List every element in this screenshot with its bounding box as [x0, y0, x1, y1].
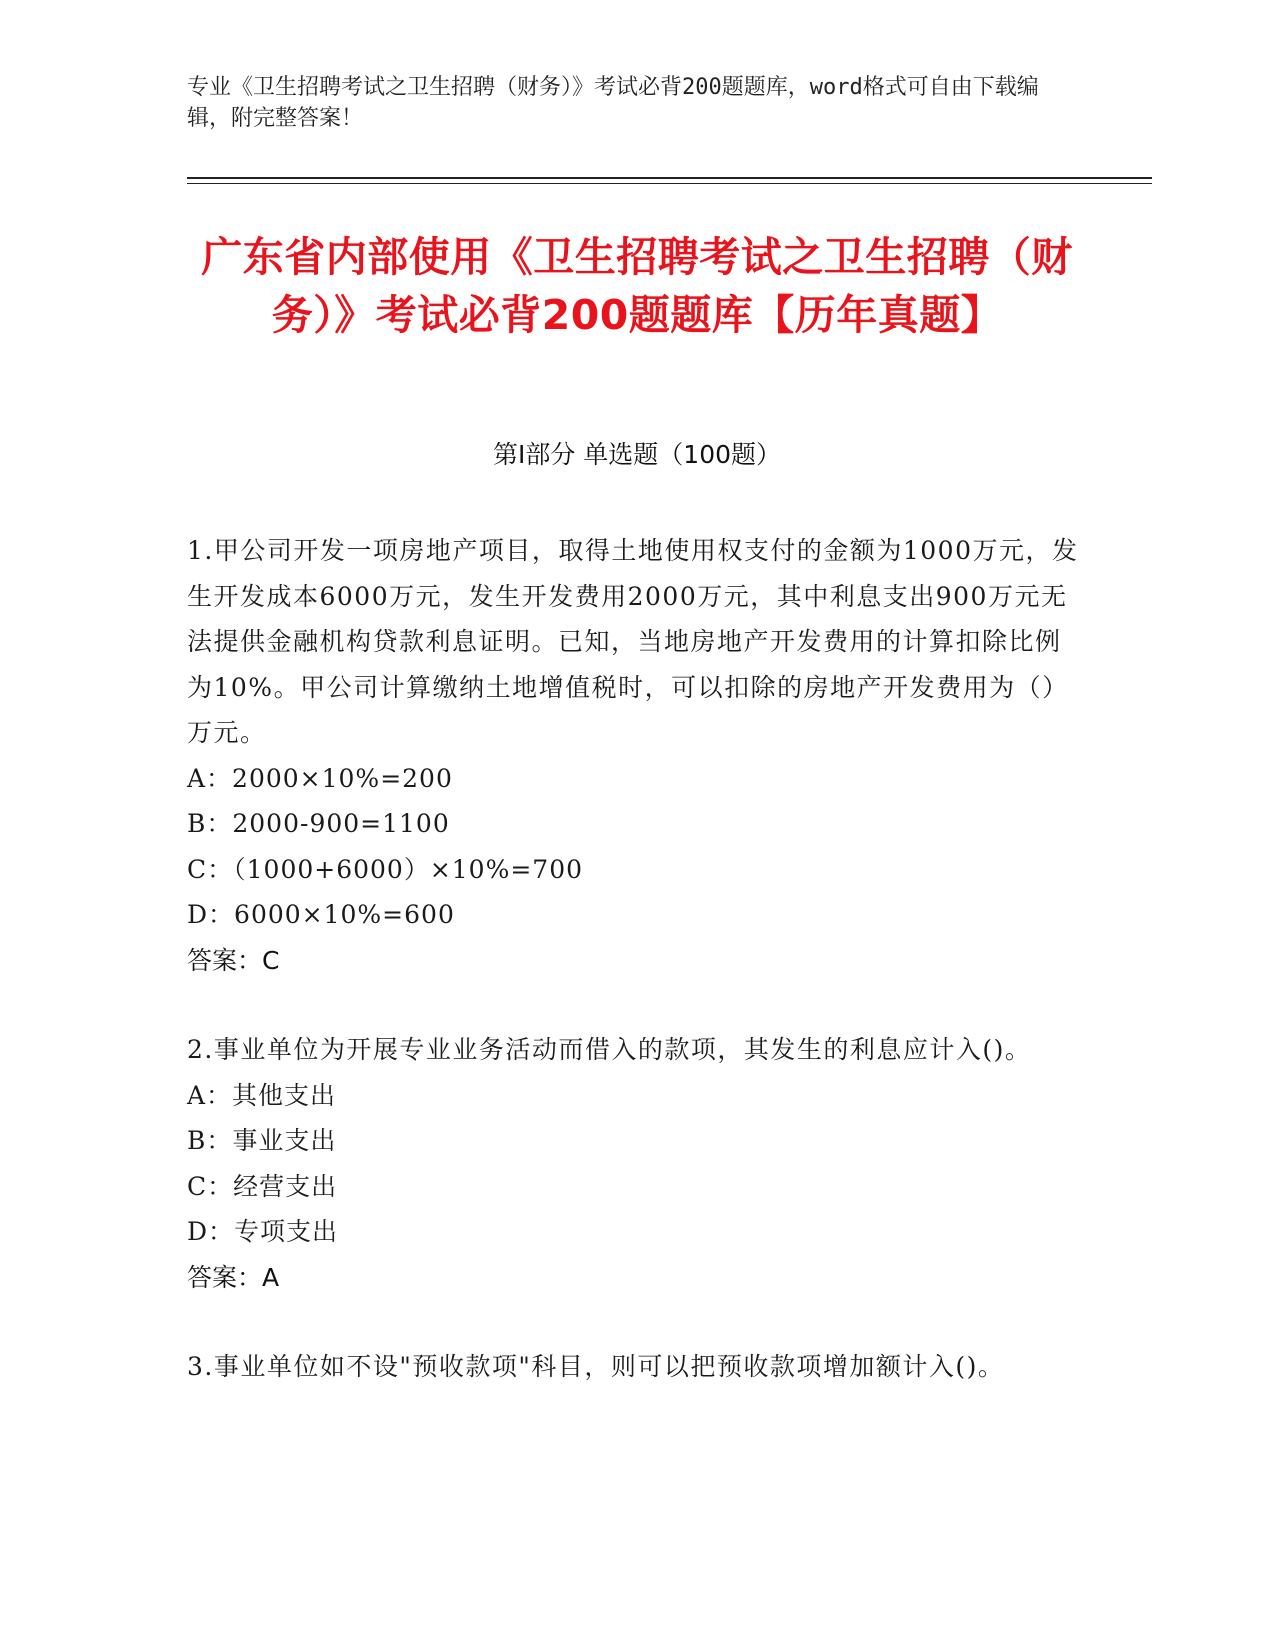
- question-text: 3.事业单位如不设"预收款项"科目，则可以把预收款项增加额计入()。: [187, 1352, 1005, 1381]
- section-heading: 第I部分 单选题（100题）: [492, 440, 782, 469]
- header-rule-thin: [187, 183, 1152, 184]
- option-b: B：事业支出: [187, 1126, 337, 1155]
- answer: 答案：A: [187, 1262, 280, 1292]
- header-rule-thick: [187, 177, 1152, 179]
- option-b: B：2000-900=1100: [187, 809, 450, 838]
- option-a: A：其他支出: [187, 1080, 337, 1110]
- answer: 答案：C: [187, 945, 280, 975]
- question-list: [187, 528, 1082, 1434]
- document-title: 广东省内部使用《卫生招聘考试之卫生招聘（财务）》考试必背200题题库【历年真题】: [201, 233, 1073, 339]
- option-c: C：经营支出: [187, 1171, 338, 1201]
- option-d: D：专项支出: [187, 1217, 339, 1246]
- option-d: D：6000×10%=600: [187, 900, 455, 929]
- question-text: 1.甲公司开发一项房地产项目，取得土地使用权支付的金额为1000万元，发生开发成本6000万元，发生开发费用2000万元，其中利息支出900万元无法提供金融机构贷款利息证明。已知，当地房地产开发费用的计算扣除比例为10%。甲公司计算缴纳土地增值税时，可以扣除的房地产开发费用为（）万元。: [187, 536, 1079, 747]
- question-3: [187, 1344, 1082, 1390]
- option-a: A：2000×10%=200: [187, 763, 453, 793]
- question-text: 2.事业单位为开展专业业务活动而借入的款项，其发生的利息应计入()。: [187, 1035, 1032, 1064]
- question-1: [187, 528, 1082, 983]
- question-2: [187, 1027, 1082, 1300]
- intro-text: 专业《卫生招聘考试之卫生招聘（财务）》考试必背200题题库，word格式可自由下载编辑，附完整答案！: [187, 75, 1039, 131]
- option-c: C：（1000+6000）×10%=700: [187, 854, 584, 884]
